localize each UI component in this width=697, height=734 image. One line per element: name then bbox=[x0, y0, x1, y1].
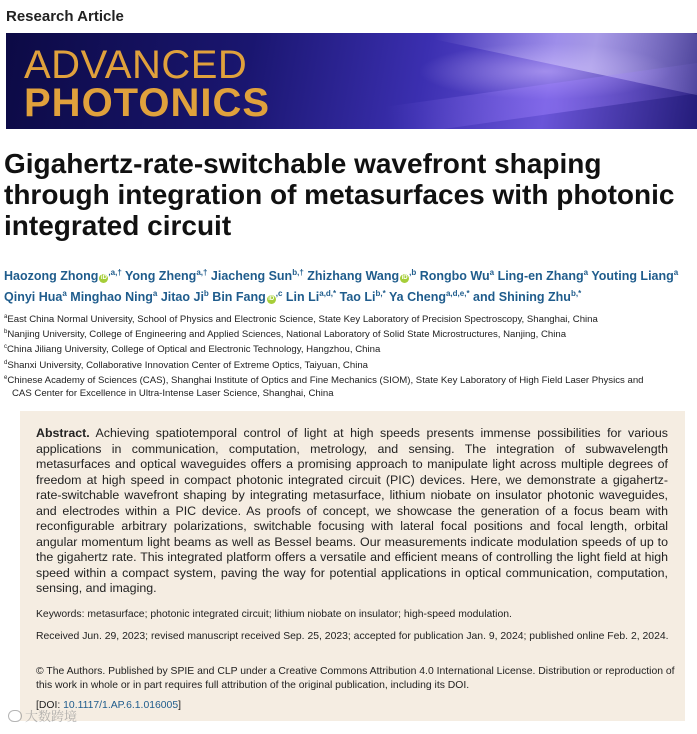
author-name[interactable]: Youting Liang bbox=[591, 269, 674, 284]
article-title: Gigahertz-rate-switchable wavefront shaping through integration of metasurfaces with photonic integrated circuit bbox=[4, 148, 675, 241]
affiliation bbox=[4, 326, 697, 341]
orcid-icon[interactable]: iD bbox=[401, 275, 408, 282]
journal-name-line2: PHOTONICS bbox=[24, 81, 271, 125]
affiliation-text: East China Normal University, School of Physics and Electronic Science, State Key Laboratory of Precision Spectroscopy, Shanghai, China bbox=[7, 314, 598, 326]
author-name[interactable]: Yong Zheng bbox=[125, 269, 197, 284]
affiliation-marker: e bbox=[4, 374, 8, 381]
author-affiliation-marker: a bbox=[673, 268, 679, 277]
license-statement: © The Authors. Published by SPIE and CLP under a Creative Commons Attribution 4.0 International License. Distribution or reproduction of this work in whole or in part requires full attribution of the original publication, including its DOI. bbox=[36, 666, 675, 691]
doi-prefix: [DOI: bbox=[36, 700, 64, 711]
journal-name-line1: ADVANCED bbox=[24, 43, 248, 87]
affiliation bbox=[4, 357, 697, 372]
author-name[interactable]: Jiacheng Sun bbox=[210, 269, 293, 284]
affiliation bbox=[4, 311, 697, 326]
affiliation bbox=[4, 372, 697, 387]
author-name[interactable]: Minghao Ning bbox=[70, 290, 153, 305]
author-name[interactable]: Rongbo Wu bbox=[419, 269, 490, 284]
author-affiliation-marker: b,† bbox=[292, 268, 304, 277]
author-name[interactable]: Ling-en Zhang bbox=[497, 269, 584, 284]
author-affiliation-marker: a,d,e,* bbox=[445, 289, 470, 299]
author-name[interactable]: Zhizhang Wang bbox=[307, 269, 400, 284]
affiliation-text: Shanxi University, Collaborative Innovation Center of Extreme Optics, Taiyuan, China bbox=[7, 359, 368, 371]
author-affiliation-marker: a,d,* bbox=[319, 289, 337, 299]
author-affiliation-marker: b,* bbox=[375, 289, 386, 299]
author-affiliation-marker: a bbox=[62, 289, 67, 299]
doi-suffix: ] bbox=[178, 700, 182, 711]
doi-link[interactable]: 10.1117/1.AP.6.1.016005 bbox=[63, 700, 179, 711]
affiliation bbox=[4, 341, 697, 356]
affiliation-marker: b bbox=[4, 329, 8, 336]
keywords: Keywords: metasurface; photonic integrated circuit; lithium niobate on insulator; high-speed modulation. bbox=[36, 609, 512, 620]
orcid-icon[interactable]: iD bbox=[100, 275, 107, 282]
author-name[interactable]: Bin Fang bbox=[212, 290, 266, 305]
affiliation-continuation: CAS Center for Excellence in Ultra-Intense Laser Science, Shanghai, China bbox=[12, 387, 334, 399]
author-name[interactable]: Tao Li bbox=[339, 290, 376, 305]
publication-dates: Received Jun. 29, 2023; revised manuscript received Sep. 25, 2023; accepted for publication Jan. 9, 2024; published online Feb. 2, 2024. bbox=[36, 631, 669, 642]
author-affiliation-marker: a bbox=[583, 268, 589, 277]
abstract-text: Achieving spatiotemporal control of light at high speeds presents immense possibilities for various applications in communication, computation, metrology, and sensing. The integration of subwavelength metasurfaces and optical waveguides offers a promising approach to manipulate light across multiple degrees of freedom at high speed in compact photonic integrated circuit (PIC) devices. Here, we demonstrate a gigahertz-rate-switchable wavefront shaping by integrating metasurface, lithium niobate on insulator photonic waveguides, and electrodes within a PIC device. As proofs of concept, we showcase the generation of a focus beam with reconfigurable arbitrary polarizations, switchable focusing with lateral focal positions and focal length, orbital angular momentum light beams as well as Bessel beams. Our measurements indicate modulation speeds of up to the gigahertz rate. This integrated platform offers a versatile and efficient means of controlling the light field at high speed within a compact system, paving the way for potential applications in optical communication, computation, sensing, and imaging. bbox=[36, 426, 668, 595]
journal-banner bbox=[6, 33, 697, 129]
author-name[interactable]: Haozong Zhong bbox=[4, 269, 99, 284]
author-affiliation-marker: b,* bbox=[570, 289, 582, 299]
author-name[interactable]: Qinyi Hua bbox=[4, 290, 63, 305]
affiliation-text: Nanjing University, College of Engineering and Applied Sciences, National Laboratory of Solid State Microstructures, Nanjing, China bbox=[7, 329, 567, 341]
author-affiliation-marker: ,b bbox=[409, 268, 417, 277]
affiliation-marker: c bbox=[4, 344, 7, 351]
affiliation-list bbox=[4, 311, 697, 400]
banner-light-streak bbox=[386, 59, 697, 129]
author-affiliation-marker: a bbox=[152, 289, 158, 299]
watermark-text: 大数跨境 bbox=[25, 710, 78, 725]
affiliation-text: China Jiliang University, College of Optical and Electronic Technology, Hangzhou, China bbox=[7, 344, 381, 356]
watermark-logo-icon bbox=[8, 710, 22, 722]
author-affiliation-marker: ,c bbox=[275, 289, 283, 299]
author-name[interactable]: Shining Zhu bbox=[498, 290, 571, 305]
author-affiliation-marker: a bbox=[489, 268, 495, 277]
article-type: Research Article bbox=[6, 8, 124, 25]
abstract-label: Abstract. bbox=[36, 426, 90, 440]
author-name[interactable]: Ya Cheng bbox=[389, 290, 446, 305]
affiliation-text: Chinese Academy of Sciences (CAS), Shanghai Institute of Optics and Fine Mechanics (SIOM), State Key Laboratory of High Field Laser Physics and bbox=[7, 374, 644, 386]
abstract bbox=[36, 426, 668, 597]
watermark bbox=[8, 706, 77, 725]
affiliation-marker: d bbox=[4, 359, 8, 366]
author-affiliation-marker: ,a,† bbox=[108, 268, 122, 277]
author-name[interactable]: Lin Li bbox=[285, 290, 320, 305]
author-affiliation-marker: b bbox=[203, 289, 209, 299]
author-affiliation-marker: a,† bbox=[196, 268, 208, 277]
affiliation-marker: a bbox=[4, 314, 8, 320]
orcid-icon[interactable]: iD bbox=[268, 296, 275, 303]
author-list bbox=[4, 264, 694, 306]
author-separator: and bbox=[469, 290, 499, 305]
author-name[interactable]: Jitao Ji bbox=[160, 290, 204, 305]
